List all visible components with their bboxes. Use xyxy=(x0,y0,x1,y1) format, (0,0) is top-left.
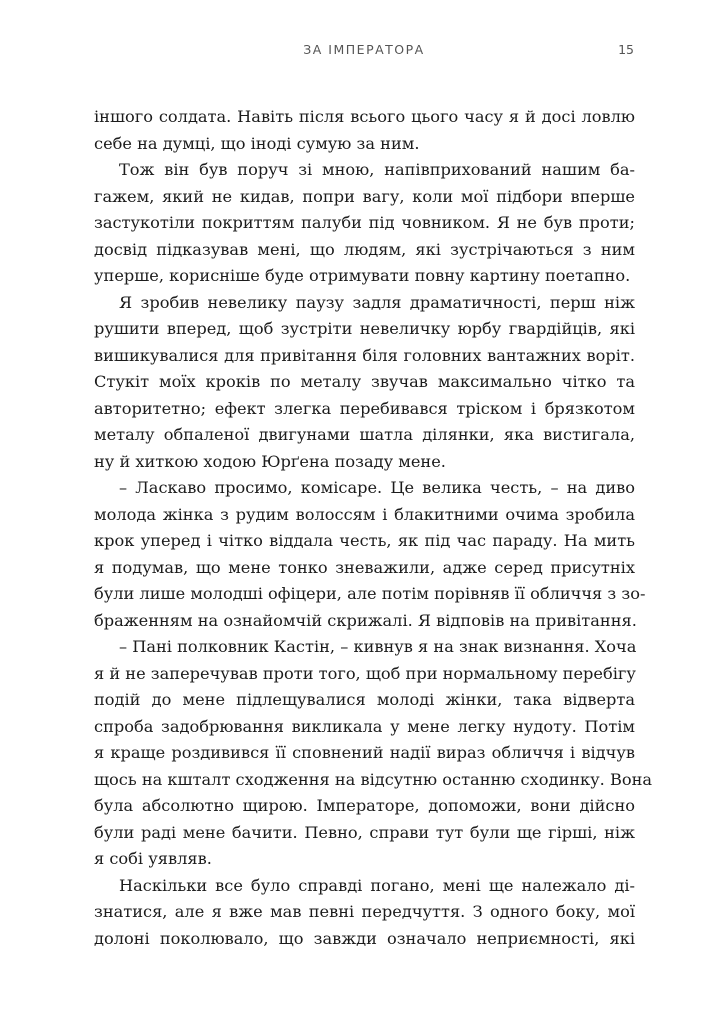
body-text xyxy=(94,104,653,952)
text-line: я краще роздивився її сповнений надії вираз обличчя і відчув xyxy=(94,743,635,762)
text-line: крок уперед і чітко віддала честь, як під час параду. На мить xyxy=(94,531,635,550)
text-line: знатися, але я вже мав певні передчуття. З одного боку, мої xyxy=(94,902,635,921)
text-line: гажем, який не кидав, попри вагу, коли мої підбори вперше xyxy=(94,186,635,206)
text-line: Тож він був поруч зі мною, напівприхований нашим ба- xyxy=(119,160,635,179)
text-line: досвід підказував мені, що людям, які зустрічаються з ним xyxy=(94,239,635,259)
text-line: Я зробив невелику паузу задля драматичності, перш ніж xyxy=(119,292,635,312)
running-title: ЗА ІМПЕРАТОРА xyxy=(303,42,425,57)
text-line: були раді мене бачити. Певно, справи тут були ще гірші, ніж xyxy=(94,822,635,842)
text-line: Стукіт моїх кроків по металу звучав максимально чітко та xyxy=(94,372,635,391)
text-line: я собі уявляв. xyxy=(94,849,212,868)
text-line: долоні поколювало, що завжди означало неприємності, які xyxy=(94,928,635,948)
text-line: уперше, кориснiше буде отримувати повну картину поетапно. xyxy=(94,266,631,285)
text-line: металу обпаленої двигунами шатла ділянки, яка вистигала, xyxy=(94,425,635,444)
text-line: молода жінка з рудим волоссям і блакитними очима зробила xyxy=(94,504,635,524)
text-line: була абсолютно щирою. Імператоре, допоможи, вони дійсно xyxy=(94,796,635,815)
page-number: 15 xyxy=(618,42,634,57)
text-line: я й не заперечував проти того, щоб при нормальному перебігу xyxy=(94,663,636,683)
text-line: браженням на ознайомчій скрижалі. Я відповів на привітання. xyxy=(94,610,637,630)
text-line: – Ласкаво просимо, комісаре. Це велика честь, – на диво xyxy=(119,478,635,497)
text-line: іншого солдата. Навіть після всього цього часу я й досі ловлю xyxy=(94,107,635,126)
text-line: я подумав, що мене тонко зневажили, адже серед присутніх xyxy=(94,557,635,577)
text-line: щось на кшталт сходження на відсутню останню сходинку. Вона xyxy=(94,769,653,789)
text-line: подій до мене підлещувалися молоді жінки, така відверта xyxy=(94,690,635,709)
text-line: були лише молодші офіцери, але потім порівняв її обличчя з зо- xyxy=(94,584,646,603)
text-line: рушити вперед, щоб зустріти невеличку юрбу гвардійців, які xyxy=(94,319,635,338)
text-line: спроба задобрювання викликала у мене легку нудоту. Потім xyxy=(94,716,635,736)
text-line: ну й хиткою ходою Юрґена позаду мене. xyxy=(94,451,446,471)
text-line: застукотіли покриттям палуби під човником. Я не був проти; xyxy=(94,213,635,232)
text-line: Наскільки все було справді погано, мені ще належало ді- xyxy=(119,875,635,895)
text-line: – Пані полковник Кастін, – кивнув я на знак визнання. Хоча xyxy=(119,637,637,656)
text-line: себе на думці, що іноді сумую за ним. xyxy=(94,133,420,153)
text-line: вишикувалися для привітання біля головних вантажних воріт. xyxy=(94,345,635,365)
text-line: авторитетно; ефект злегка перебивався тріском і брязкотом xyxy=(94,398,635,418)
running-header xyxy=(0,38,728,62)
